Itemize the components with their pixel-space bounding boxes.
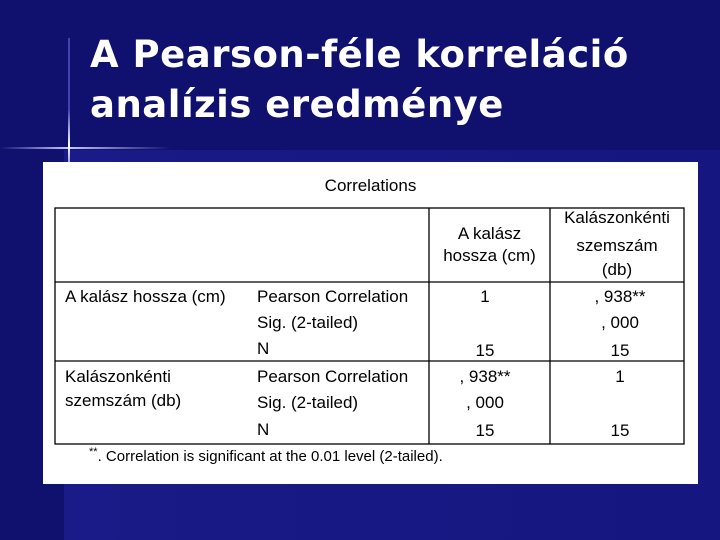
correlations-panel <box>43 162 698 484</box>
col1-header-line1: A kalász <box>457 224 522 243</box>
row1-variable: A kalász hossza (cm) <box>65 287 226 306</box>
row1-col2-n: 15 <box>610 341 630 360</box>
slide-title-line2: analízis eredménye <box>90 83 504 126</box>
row2-col1-n: 15 <box>475 421 495 440</box>
row1-col2-pearson: , 938** <box>594 287 646 306</box>
col2-header-line1: Kalászonkénti <box>564 208 670 227</box>
row2-variable-line2: szemszám (db) <box>65 391 182 410</box>
row2-col2-n: 15 <box>610 421 630 440</box>
table-footnote <box>89 446 443 470</box>
row1-stat-pearson: Pearson Correlation <box>257 287 409 306</box>
row1-col2-sig: , 000 <box>601 313 639 332</box>
footnote-text: . Correlation is significant at the 0.01 level (2-tailed). <box>97 448 443 465</box>
col1-header-line2: hossza (cm) <box>443 246 536 265</box>
row2-stat-n: N <box>257 420 270 439</box>
row2-stat-sig: Sig. (2-tailed) <box>257 393 359 412</box>
row2-col1-pearson: , 938** <box>459 367 511 386</box>
row1-stat-n: N <box>257 339 270 358</box>
row2-stat-pearson: Pearson Correlation <box>257 367 409 386</box>
footnote-mark: ** <box>89 446 98 458</box>
row2-variable-line1: Kalászonkénti <box>65 367 171 386</box>
slide-title <box>90 30 629 130</box>
row2-col1-sig: , 000 <box>466 393 504 412</box>
col2-header-line2: szemszám <box>576 236 658 255</box>
row1-stat-sig: Sig. (2-tailed) <box>257 313 359 332</box>
decorative-horizontal-line <box>0 147 170 149</box>
slide-title-line1: A Pearson-féle korreláció <box>90 33 629 76</box>
table-caption: Correlations <box>324 176 417 195</box>
row2-col2-pearson: 1 <box>615 367 625 386</box>
row1-col1-pearson: 1 <box>480 287 490 306</box>
row1-col1-n: 15 <box>475 341 495 360</box>
col2-header-line3: (db) <box>601 260 633 279</box>
